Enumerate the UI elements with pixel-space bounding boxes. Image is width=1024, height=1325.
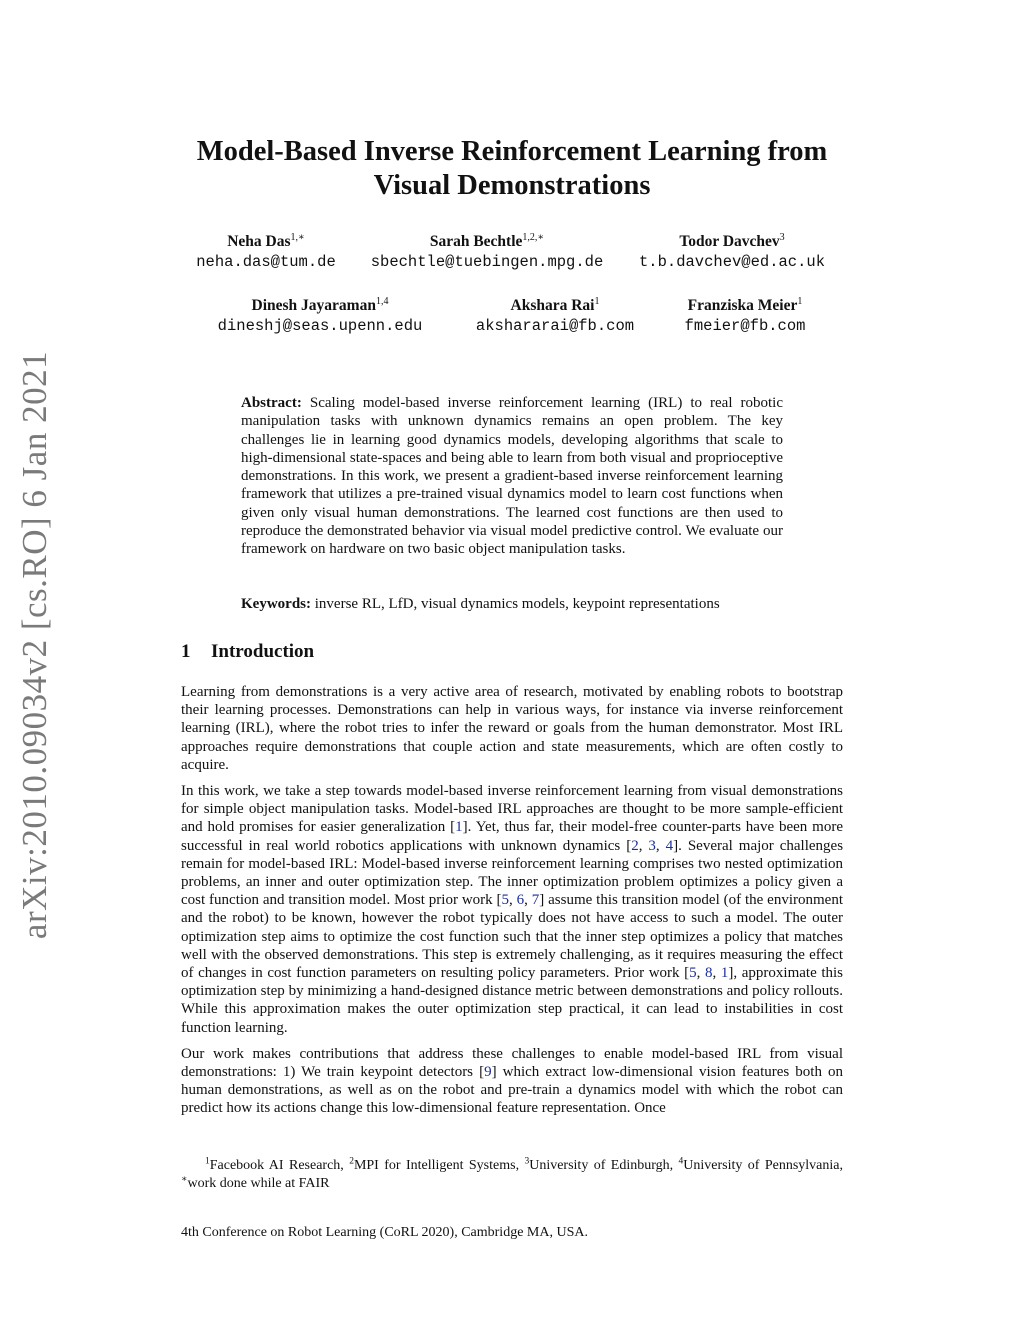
abstract-label: Abstract: [241,395,302,411]
author-name: Franziska Meier$^1$ [687,295,803,314]
affiliation-footnote [181,1157,843,1193]
paragraph [181,782,843,1037]
arxiv-identifier: arXiv:2010.09034v2 [cs.RO] 6 Jan 2021 [15,350,54,940]
author-block [218,296,423,336]
citation-link[interactable]: 5 [501,892,510,909]
section-number: 1 [181,641,191,662]
paragraph [181,1045,843,1118]
author-name: Dinesh Jayaraman$^{1,4}$ [251,295,389,314]
footnote-marker: 3 [524,1156,530,1167]
author-block [476,296,634,336]
author-block [685,296,806,336]
venue-footer: 4th Conference on Robot Learning (CoRL 2020), Cambridge MA, USA. [181,1225,588,1240]
author-email[interactable]: sbechtle@tuebingen.mpg.de [370,253,604,271]
footnote-marker: 2 [349,1156,354,1167]
author-name: Akshara Rai$^1$ [510,295,600,314]
footnote-marker: 1 [205,1156,210,1167]
footnote-marker: ∗ [181,1174,188,1185]
author-affiliation-marks: 1,4 [375,295,389,307]
citation-link[interactable]: 8 [705,965,713,982]
keywords-text: inverse RL, LfD, visual dynamics models, keypoint representations [314,596,720,612]
footnote-marker: 4 [678,1156,684,1167]
citation-link[interactable]: 1 [455,819,463,836]
author-affiliation-marks: 1 [797,295,803,307]
footnote-text: work done while at FAIR [187,1176,330,1191]
text-run: ]. Yet, thus far, their model-free counter-parts have been more successful in real world robotics applications with unknown dynamics [ [181,819,843,854]
author-name: Sarah Bechtle$^{1,2,∗}$ [429,231,545,250]
text-run: , [524,892,532,909]
author-affiliation-marks: 1 [594,295,600,307]
citation-link[interactable]: 2 [631,837,639,854]
text-run: Learning from demonstrations is a very active area of research, motivated by enabling robots to bootstrap their learning processes. Demonstrations can help in various ways, for instance via inverse reinforcement learning (IRL), where the robot tries to infer the reward or goals from the human demonstrator. Most IRL approaches require demonstrations that couple action and state measurements, which are often costly to acquire. [181,684,843,773]
author-email[interactable]: dineshj@seas.upenn.edu [217,317,423,335]
text-run: , [509,892,517,909]
author-affiliation-marks: 1,∗ [290,231,305,243]
footnote-text: University of Pennsylvania, [683,1158,843,1173]
citation-link[interactable]: 4 [665,837,674,854]
author-block [639,232,825,272]
footnote-text: Facebook AI Research, [209,1158,350,1173]
citation-link[interactable]: 7 [531,892,540,909]
author-email[interactable]: t.b.davchev@ed.ac.uk [638,253,826,271]
citation-link[interactable]: 3 [648,837,656,854]
body-text [181,683,843,1126]
title-line: Visual Demonstrations [373,170,651,201]
text-run: Our work makes contributions that address these challenges to enable model-based IRL from visual demonstrations: 1) We train keypoint detectors [ [181,1045,843,1081]
author-affiliation-marks: 3 [779,231,785,243]
text-run: , [655,837,666,854]
abstract-text: Scaling model-based inverse reinforcement learning (IRL) to real robotic manipulation tasks with unknown dynamics remains an open problem. The key challenges lie in learning good dynamics models, developing algorithms that scale to high-dimensional state-spaces and being able to learn from both visual and proprioceptive demonstrations. In this work, we present a gradient-based inverse reinforcement learning framework that utilizes a pre-trained visual dynamics model to learn cost functions when given only visual human demonstrations. The learned cost functions are then used to reproduce the demonstrated behavior via visual model predictive control. We evaluate our framework on hardware on two basic object manipulation tasks. [241,395,784,558]
citation-link[interactable]: 9 [484,1064,492,1081]
text-run: ] which extract low-dimensional vision features both on human demonstrations, as well as on the robot and pre-train a dynamics model with which the robot can predict how its actions change this low-dimensional feature representation. Once [181,1064,843,1117]
author-block [371,232,604,272]
keywords [241,595,801,613]
author-email[interactable]: akshararai@fb.com [475,317,635,335]
citation-link[interactable]: 5 [689,965,697,982]
keywords-label: Keywords: [241,596,311,612]
text-run: In this work, we take a step towards model-based inverse reinforcement learning from visual demonstrations for simple object manipulation tasks. Model-based IRL approaches are thought to be more sample-efficient and hold promises for easier generalization [ [181,783,843,836]
text-run: , [712,965,721,982]
paragraph [181,683,843,774]
text-run: ] assume this transition model (of the environment and the robot) to be known, however the robot typically does not have access to such a model. The outer optimization step aims to optimize the cost function such that the inner step optimizes a policy that matches well with the observed demonstrations. This step is extremely challenging, as it requires measuring the effect of changes in cost function parameters on resulting policy parameters. Prior work [ [181,892,843,982]
author-name: Neha Das$^{1,∗}$ [227,231,305,250]
title-line: Model-Based Inverse Reinforcement Learning from [196,136,828,167]
text-run: , [696,965,706,982]
citation-link[interactable]: 6 [516,892,525,909]
author-email[interactable]: neha.das@tum.de [196,253,336,271]
section-title: Introduction [211,641,315,662]
section-heading [181,641,314,663]
abstract [241,394,783,559]
author-block [196,232,336,272]
text-run: ]. Several major challenges remain for model-based IRL: Model-based inverse reinforcement learning comprises two nested optimization problems, an inner and outer optimization step. The inner optimization problem optimizes a policy given a cost function and transition model. Most prior work [ [181,837,844,909]
text-run: , [638,837,649,854]
paper-title [150,135,874,203]
citation-link[interactable]: 1 [720,965,729,982]
text-run: ], approximate this optimization step by minimizing a hand-designed distance metric between demonstrations and policy rollouts. While this approximation makes the outer optimization step practical, it can lead to instabilities in cost function learning. [181,965,844,1036]
author-email[interactable]: fmeier@fb.com [684,317,806,335]
author-name: Todor Davchev$^3$ [679,231,785,250]
footnote-text: MPI for Intelligent Systems, [353,1158,525,1173]
author-affiliation-marks: 1,2,∗ [522,231,545,243]
footnote-text: University of Edinburgh, [529,1158,679,1173]
